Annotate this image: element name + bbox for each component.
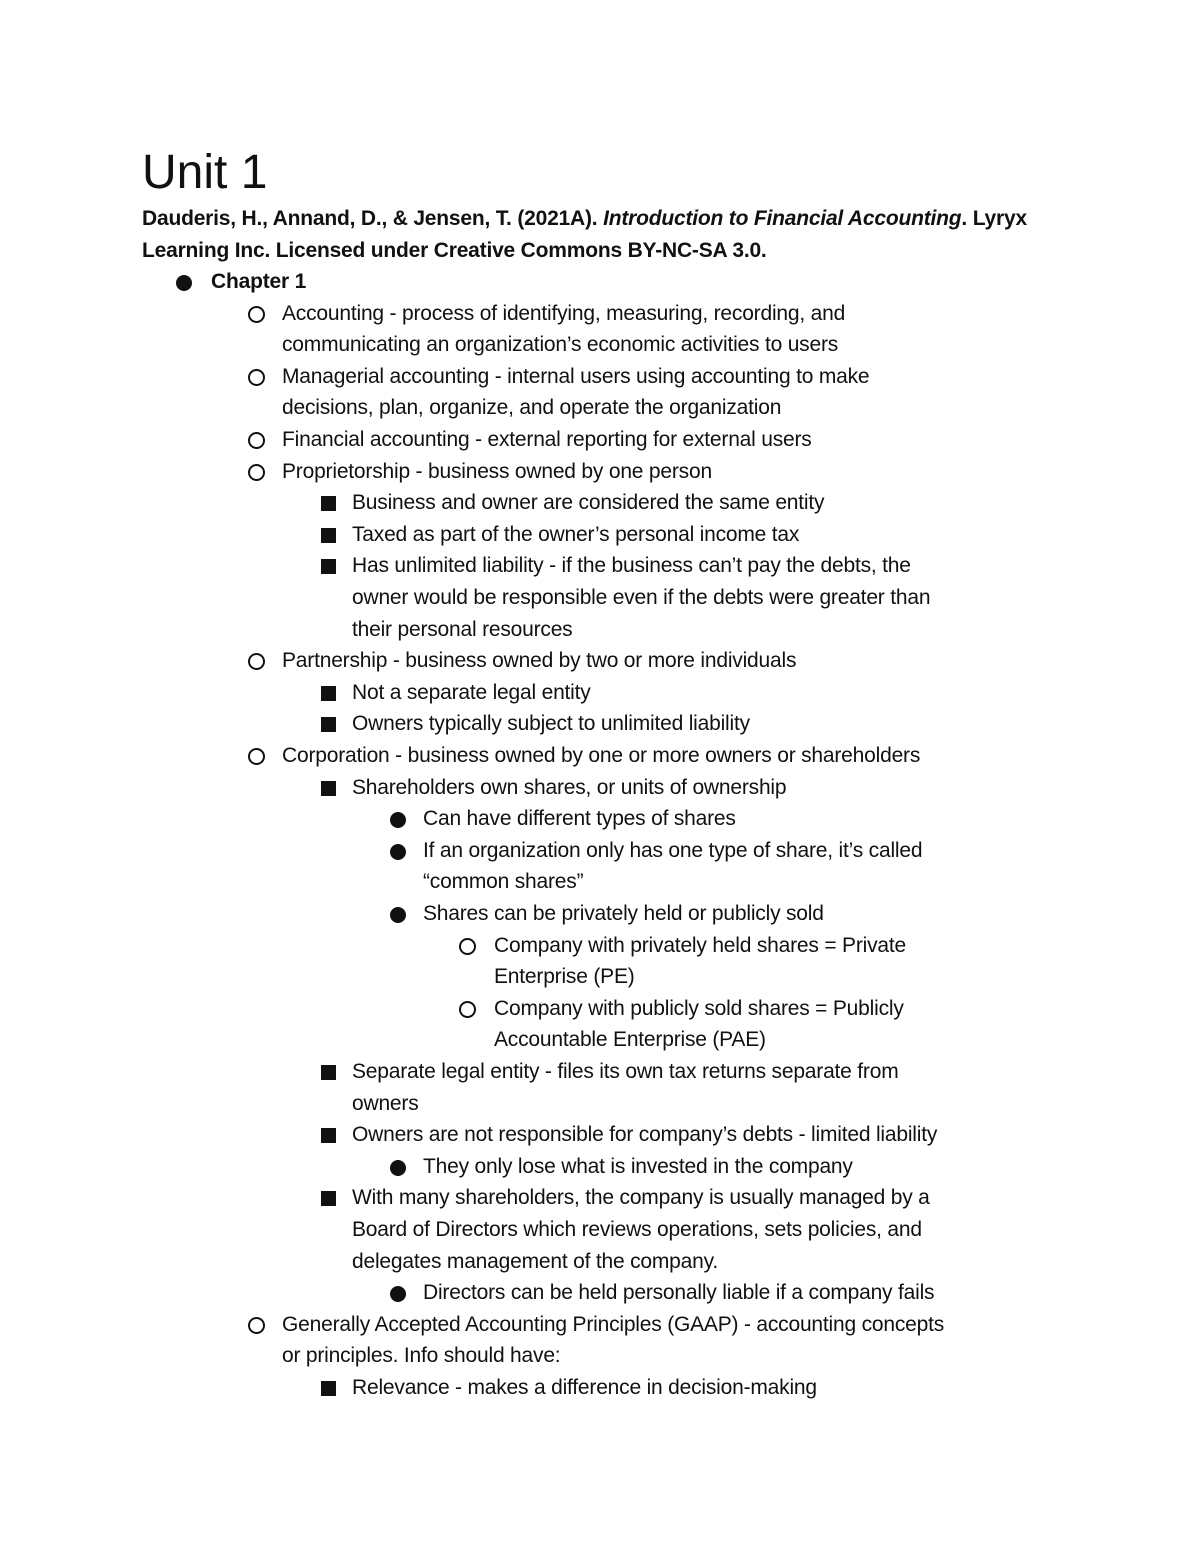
- outline-item-line: Managerial accounting - internal users using accounting to make: [282, 364, 870, 388]
- outline-item-line: Shareholders own shares, or units of ownership: [352, 775, 787, 799]
- outline-item: [0, 519, 1200, 551]
- outline-item-line: Accountable Enterprise (PAE): [494, 1028, 766, 1052]
- hollow-circle-bullet-icon: [248, 432, 265, 449]
- outline-item-line: Enterprise (PE): [494, 965, 635, 989]
- outline-item-text: [211, 266, 1110, 298]
- outline-item-text: [352, 1119, 1110, 1151]
- outline-item: [0, 930, 1200, 993]
- outline-item: [0, 1372, 1200, 1404]
- outline-item-line: Proprietorship - business owned by one person: [282, 459, 712, 483]
- filled-circle-bullet-icon: [390, 844, 406, 860]
- outline-item-line: Chapter 1: [211, 270, 307, 293]
- outline-item: [0, 740, 1200, 772]
- outline-item: [0, 772, 1200, 804]
- outline-item-line: their personal resources: [352, 617, 573, 641]
- outline-item: [0, 361, 1200, 424]
- outline-item-line: Owners typically subject to unlimited liability: [352, 712, 750, 736]
- outline-item-line: Relevance - makes a difference in decision-making: [352, 1376, 817, 1399]
- square-bullet-icon: [321, 781, 336, 796]
- outline-item-text: [494, 930, 1110, 993]
- outline-item-text: [423, 1277, 1110, 1309]
- outline-item-line: Business and owner are considered the same entity: [352, 491, 825, 515]
- outline-item-line: Has unlimited liability - if the business can’t pay the debts, the: [352, 554, 911, 578]
- outline-item-line: delegates management of the company.: [352, 1249, 718, 1273]
- outline-item: [0, 1182, 1200, 1277]
- square-bullet-icon: [321, 1128, 336, 1143]
- outline-item-text: [352, 487, 1110, 519]
- filled-circle-bullet-icon: [390, 1286, 406, 1302]
- outline-item: [0, 677, 1200, 709]
- outline-item: [0, 1277, 1200, 1309]
- filled-circle-bullet-icon: [390, 812, 406, 828]
- hollow-circle-bullet-icon: [459, 1001, 476, 1018]
- outline-item-text: [423, 1151, 1110, 1183]
- outline-item-line: Separate legal entity - files its own tax returns separate from: [352, 1060, 899, 1083]
- outline-item-text: [352, 519, 1110, 551]
- outline-item-line: communicating an organization’s economic activities to users: [282, 333, 839, 357]
- outline-item-text: [352, 1182, 1110, 1277]
- outline-item: [0, 1309, 1200, 1372]
- outline-item-line: Taxed as part of the owner’s personal income tax: [352, 522, 800, 546]
- hollow-circle-bullet-icon: [248, 306, 265, 323]
- outline-item-text: [352, 708, 1110, 740]
- outline-item: [0, 266, 1200, 298]
- hollow-circle-bullet-icon: [248, 464, 265, 481]
- square-bullet-icon: [321, 528, 336, 543]
- outline-item-line: owners: [352, 1091, 419, 1115]
- square-bullet-icon: [321, 686, 336, 701]
- outline-item-text: [282, 645, 1110, 677]
- outline-item: [0, 898, 1200, 930]
- outline-item-text: [352, 772, 1110, 804]
- page-title: Unit 1: [142, 146, 268, 199]
- outline-item-line: Can have different types of shares: [423, 807, 736, 831]
- outline-item-text: [352, 677, 1110, 709]
- outline-item: [0, 1151, 1200, 1183]
- square-bullet-icon: [321, 496, 336, 511]
- outline-item-line: Corporation - business owned by one or more owners or shareholders: [282, 744, 921, 767]
- outline-item-line: With many shareholders, the company is usually managed by a: [352, 1186, 930, 1210]
- outline-item-line: Company with publicly sold shares = Publicly: [494, 996, 904, 1020]
- square-bullet-icon: [321, 1381, 336, 1396]
- outline-item: [0, 1056, 1200, 1119]
- hollow-circle-bullet-icon: [248, 1317, 265, 1334]
- outline-item-text: [352, 550, 1110, 645]
- outline-item-line: Shares can be privately held or publicly sold: [423, 902, 824, 925]
- citation-authors: Dauderis, H., Annand, D., & Jensen, T. (2021A).: [142, 207, 604, 230]
- outline-item-line: Directors can be held personally liable if a company fails: [423, 1281, 935, 1305]
- outline-item-text: [282, 1309, 1110, 1372]
- outline-item-line: Board of Directors which reviews operations, sets policies, and: [352, 1217, 922, 1241]
- outline-item: [0, 298, 1200, 361]
- filled-circle-bullet-icon: [176, 275, 192, 291]
- outline-item-text: [282, 740, 1110, 772]
- outline-item-line: or principles. Info should have:: [282, 1344, 561, 1368]
- hollow-circle-bullet-icon: [248, 653, 265, 670]
- outline-item-text: [282, 298, 1110, 361]
- outline-item-line: If an organization only has one type of share, it’s called: [423, 838, 923, 862]
- outline-item: [0, 456, 1200, 488]
- outline-item-line: Financial accounting - external reporting for external users: [282, 428, 812, 451]
- outline-item: [0, 645, 1200, 677]
- hollow-circle-bullet-icon: [248, 748, 265, 765]
- citation-book-title: Introduction to Financial Accounting: [603, 207, 962, 230]
- outline-item: [0, 550, 1200, 645]
- filled-circle-bullet-icon: [390, 907, 406, 923]
- outline-item: [0, 1119, 1200, 1151]
- outline-item-line: Not a separate legal entity: [352, 680, 591, 704]
- outline-item-line: Partnership - business owned by two or more individuals: [282, 649, 797, 673]
- outline-item-line: decisions, plan, organize, and operate the organization: [282, 396, 782, 420]
- outline-item-line: Accounting - process of identifying, measuring, recording, and: [282, 301, 846, 325]
- outline-item-line: owner would be responsible even if the debts were greater than: [352, 585, 931, 609]
- outline-item-line: Owners are not responsible for company’s debts - limited liability: [352, 1123, 938, 1147]
- outline-item-text: [282, 361, 1110, 424]
- outline-item: [0, 835, 1200, 898]
- citation: [142, 203, 1102, 267]
- outline-item-text: [423, 835, 1110, 898]
- outline-item: [0, 708, 1200, 740]
- hollow-circle-bullet-icon: [459, 938, 476, 955]
- square-bullet-icon: [321, 717, 336, 732]
- outline-item-line: They only lose what is invested in the company: [423, 1154, 853, 1178]
- outline-item-text: [494, 993, 1110, 1056]
- outline-item: [0, 803, 1200, 835]
- hollow-circle-bullet-icon: [248, 369, 265, 386]
- square-bullet-icon: [321, 559, 336, 574]
- outline-item-text: [423, 898, 1110, 930]
- outline-item-line: Generally Accepted Accounting Principles (GAAP) - accounting concepts: [282, 1312, 945, 1336]
- outline-item: [0, 424, 1200, 456]
- outline-item-line: Company with privately held shares = Private: [494, 933, 906, 957]
- outline-item: [0, 993, 1200, 1056]
- square-bullet-icon: [321, 1065, 336, 1080]
- outline-item-text: [423, 803, 1110, 835]
- outline-item-text: [352, 1056, 1110, 1119]
- outline-item-text: [352, 1372, 1110, 1404]
- outline-item-text: [282, 424, 1110, 456]
- citation-publisher: . Lyryx Learning Inc. Licensed under Creative Commons BY-NC-SA 3.0.: [142, 207, 1027, 262]
- square-bullet-icon: [321, 1191, 336, 1206]
- outline-item-line: “common shares”: [423, 870, 584, 894]
- filled-circle-bullet-icon: [390, 1160, 406, 1176]
- outline-item-text: [282, 456, 1110, 488]
- outline-item: [0, 487, 1200, 519]
